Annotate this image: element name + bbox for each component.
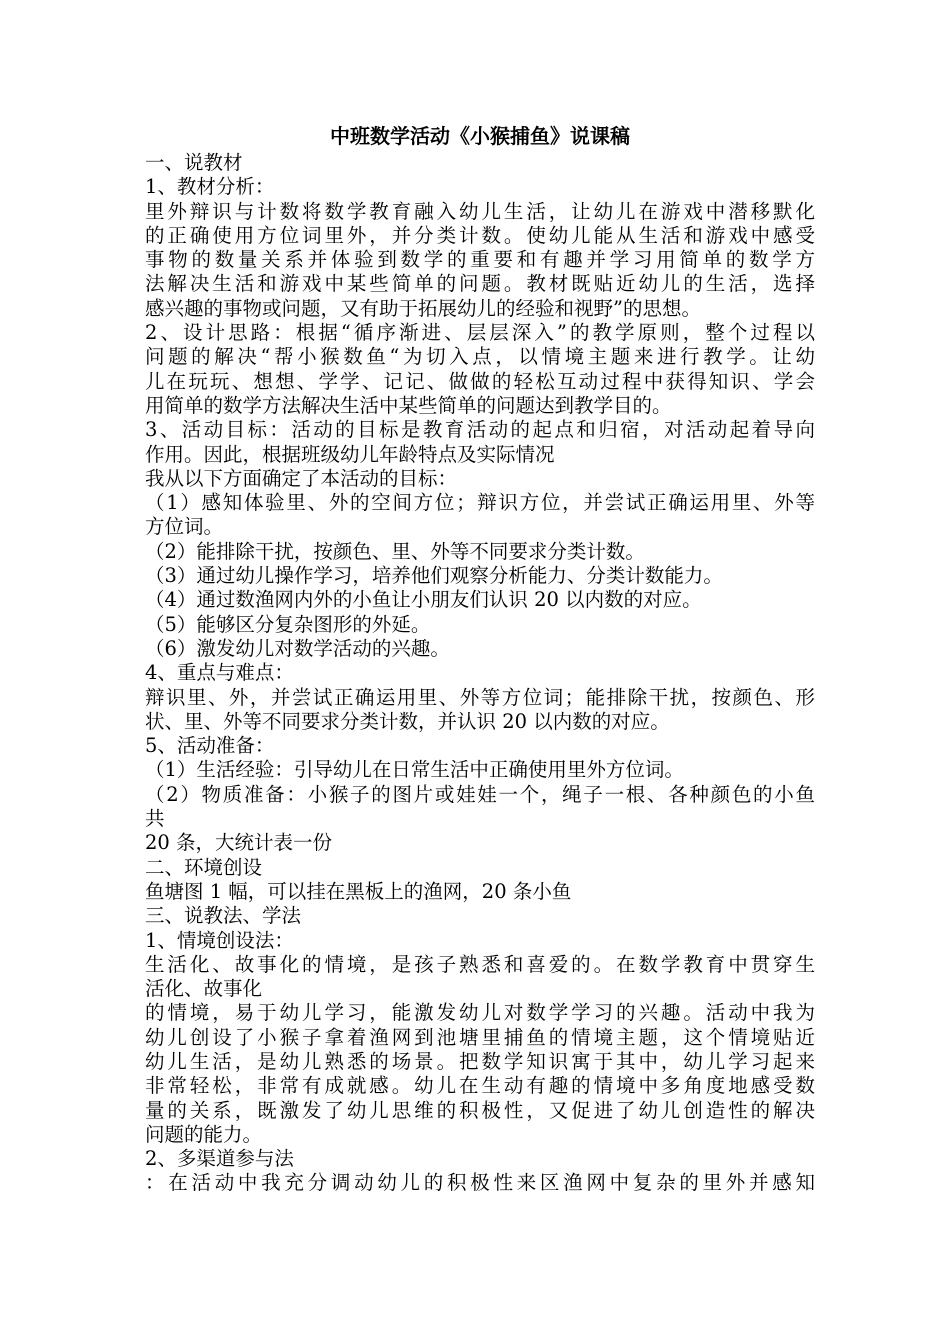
- text-line: 幼儿创设了小猴子拿着渔网到池塘里捕鱼的情境主题，这个情境贴近: [145, 1025, 815, 1049]
- text-line: 生活化、故事化的情境，是孩子熟悉和喜爱的。在数学教育中贯穿生: [145, 952, 815, 976]
- text-line: 感兴趣的事物或问题，又有助于拓展幼儿的经验和视野”的思想。: [145, 296, 701, 320]
- text-line: （2）物质准备：小猴子的图片或娃娃一个，绳子一根、各种颜色的小鱼: [145, 782, 815, 806]
- text-line: 事物的数量关系并体验到数学的重要和有趣并学习用简单的数学方: [145, 248, 815, 272]
- text-line: 幼儿生活，是幼儿熟悉的场景。把数学知识寓于其中，幼儿学习起来: [145, 1049, 815, 1073]
- text-line: 3、活动目标：活动的目标是教育活动的起点和归宿，对活动起着导向: [145, 418, 815, 442]
- text-line: 问题的解决“帮小猴数鱼“为切入点，以情境主题来进行教学。让幼: [145, 345, 815, 369]
- text-line: （1）感知体验里、外的空间方位；辩识方位，并尝试正确运用里、外等: [145, 491, 815, 515]
- text-line: 问题的能力。: [145, 1122, 263, 1146]
- text-line: 20 条，大统计表一份: [145, 831, 333, 855]
- text-line: 三、说教法、学法: [145, 904, 302, 928]
- document-text: [145, 151, 815, 1196]
- text-line: 用简单的数学方法解决生活中某些简单的问题达到教学目的。: [145, 393, 672, 417]
- text-line: 1、教材分析：: [145, 175, 275, 199]
- text-line: （1）生活经验：引导幼儿在日常生活中正确使用里外方位词。: [145, 758, 684, 782]
- text-line: 的情境，易于幼儿学习，能激发幼儿对数学学习的兴趣。活动中我为: [145, 1001, 815, 1025]
- text-line: （4）通过数渔网内外的小鱼让小朋友们认识 20 以内数的对应。: [145, 588, 702, 612]
- text-line: 鱼塘图 1 幅，可以挂在黑板上的渔网，20 条小鱼: [145, 879, 572, 903]
- text-line: 2、多渠道参与法: [145, 1147, 294, 1171]
- text-line: （6）激发幼儿对数学活动的兴趣。: [145, 636, 450, 660]
- text-line: 量的关系，既激发了幼儿思维的积极性，又促进了幼儿创造性的解决: [145, 1098, 815, 1122]
- text-line: 5、活动准备：: [145, 734, 275, 758]
- text-line: 4、重点与难点：: [145, 661, 294, 685]
- text-line: 儿在玩玩、想想、学学、记记、做做的轻松互动过程中获得知识、学会: [145, 369, 815, 393]
- text-line: 的正确使用方位词里外，并分类计数。使幼儿能从生活和游戏中感受: [145, 223, 815, 247]
- text-line: 二、环境创设: [145, 855, 263, 879]
- text-line: 法解决生活和游戏中某些简单的问题。教材既贴近幼儿的生活，选择: [145, 272, 815, 296]
- document-title: 中班数学活动《小猴捕鱼》说课稿: [330, 124, 630, 148]
- text-line: 活化、故事化: [145, 977, 263, 1001]
- text-line: 1、情境创设法：: [145, 928, 294, 952]
- text-line: 一、说教材: [145, 151, 243, 174]
- text-line: 作用。因此，根据班级幼儿年龄特点及实际情况: [145, 442, 555, 466]
- text-line: 状、里、外等不同要求分类计数，并认识 20 以内数的对应。: [145, 709, 670, 733]
- text-line: 我从以下方面确定了本活动的目标：: [145, 466, 458, 490]
- document-body: [145, 122, 815, 1196]
- text-line: （3）通过幼儿操作学习，培养他们观察分析能力、分类计数能力。: [145, 564, 723, 588]
- text-line: （2）能排除干扰，按颜色、里、外等不同要求分类计数。: [145, 539, 645, 563]
- text-line: 方位词。: [145, 515, 224, 539]
- text-line: ：在活动中我充分调动幼儿的积极性来区渔网中复杂的里外并感知: [145, 1171, 815, 1195]
- text-line: 里外辩识与计数将数学教育融入幼儿生活，让幼儿在游戏中潜移默化: [145, 199, 815, 223]
- text-line: （5）能够区分复杂图形的外延。: [145, 612, 431, 636]
- text-line: 共: [145, 807, 165, 831]
- text-line: 辩识里、外，并尝试正确运用里、外等方位词；能排除干扰，按颜色、形: [145, 685, 815, 709]
- text-line: 非常轻松，非常有成就感。幼儿在生动有趣的情境中多角度地感受数: [145, 1074, 815, 1098]
- text-line: 2、设计思路：根据“循序渐进、层层深入”的教学原则，整个过程以: [145, 321, 815, 345]
